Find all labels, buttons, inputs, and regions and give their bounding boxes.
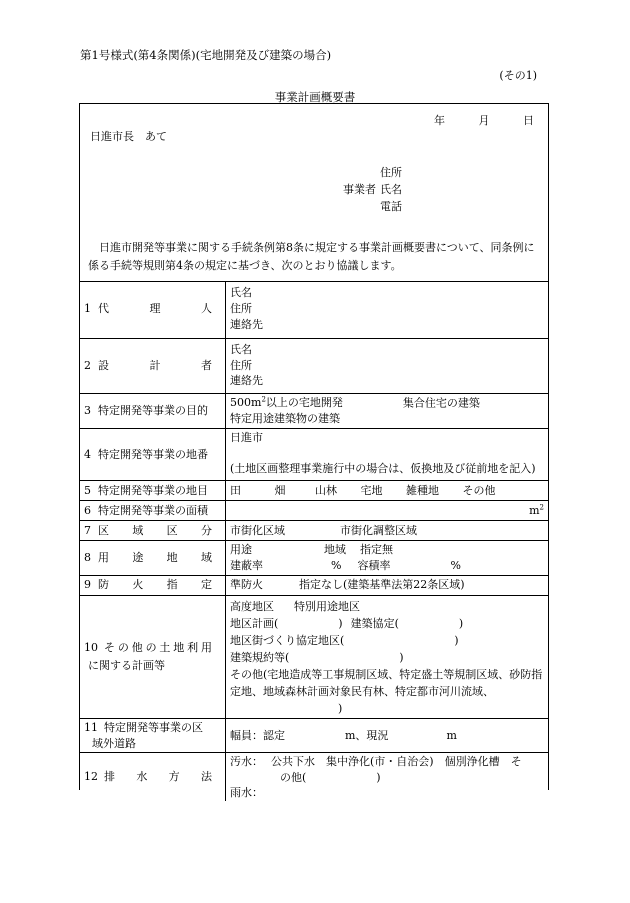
purpose-option-large-lot: $500m^2$以上の宅地開発	[230, 395, 343, 410]
coverage-percent: %	[331, 558, 342, 572]
row-number: 1	[84, 302, 91, 316]
far-percent: %	[450, 558, 461, 572]
row-lot-number	[80, 429, 548, 481]
applicant-block	[330, 165, 450, 216]
declaration-text: 日進市開発等事業に関する手続条例第8条に規定する事業計画概要書について、同条例に係る手続等規則第4条の規定に基づき、次のとおり協議します。	[88, 241, 535, 272]
row-number: 2	[84, 358, 91, 372]
row-number: 7	[84, 523, 91, 537]
district-plan-label: 地区計画(	[230, 616, 279, 630]
row-purpose	[80, 393, 548, 429]
row-other-plans: 10 その他の土地利用 に関する計画等 高度地区 特別用途地区 地区計画( ) 建築協定( ) 地区街づくり協定地区( ) 建築規約等( ) その他(宅地造成等工事規制区域、特定盛土等規制区域、砂防指定地、地域森林計画対象民有林、特定都市河川流域、 )	[80, 595, 548, 718]
row-label: 特定開発等事業の区	[104, 721, 203, 735]
lot-city: 日進市	[230, 431, 263, 445]
date-year: 年	[434, 114, 445, 127]
building-rules-label: 建築規約等(	[230, 651, 290, 665]
addressee: 日進市長 あて	[90, 130, 167, 143]
zone-option-control: 市街化調整区域	[340, 523, 417, 537]
row-number: 12	[84, 770, 98, 784]
items-table	[80, 281, 548, 801]
row-number: 9	[84, 578, 91, 592]
row-label: 特定開発等事業の地番	[98, 447, 208, 461]
row-fire	[80, 575, 548, 595]
land-option-forest: 山林	[315, 483, 337, 497]
sewage-other-label: の他(	[280, 770, 307, 784]
agent-name-label: 氏名	[230, 286, 252, 300]
land-option-residential: 宅地	[360, 483, 383, 497]
row-area	[80, 501, 548, 521]
row-zone	[80, 521, 548, 541]
date-line	[406, 113, 534, 129]
land-option-field: 畑	[274, 483, 286, 497]
coverage-label: 建蔽率	[230, 558, 263, 572]
special-use-district-label: 特別用途地区	[294, 599, 360, 613]
district-label: 地域	[324, 543, 346, 557]
land-option-misc: 雑種地	[406, 483, 439, 497]
row-label: 特定開発等事業の面積	[98, 503, 208, 517]
zone-option-urbanization: 市街化区域	[230, 523, 285, 537]
applicant-address-label: 住所	[380, 166, 402, 179]
road-width-current: m、現況	[345, 728, 389, 742]
no-designation-label: 指定無	[360, 543, 393, 557]
applicant-phone-label: 電話	[380, 200, 402, 213]
row-label: 特定開発等事業の目的	[98, 403, 208, 417]
row-label: 特定開発等事業の地目	[98, 483, 208, 497]
form-number: 第1号様式(第4条関係)(宅地開発及び建築の場合)	[80, 48, 332, 62]
agent-address-label: 住所	[230, 302, 252, 316]
other-regulation-text: その他(宅地造成等工事規制区域、特定盛土等規制区域、砂防指定地、地域森林計画対象民有林、特定都市河川流域、	[230, 668, 543, 699]
row-use-district	[80, 541, 548, 576]
row-number: 4	[84, 447, 91, 461]
sheet-number: (その1)	[499, 69, 537, 82]
designer-name-label: 氏名	[230, 342, 252, 356]
date-month: 月	[478, 114, 490, 127]
row-label: 設計者	[98, 358, 212, 372]
land-option-rice-field: 田	[230, 483, 241, 497]
lot-note: (土地区画整理事業施行中の場合は、仮換地及び従前地を記入)	[230, 461, 536, 475]
fire-option-quasi: 準防火	[230, 578, 263, 592]
row-label: 用途地域	[98, 551, 212, 564]
row-label-cont: 域外道路	[92, 736, 136, 750]
row-number: 5	[84, 483, 91, 497]
applicant-role: 事業者	[343, 183, 376, 196]
row-label: 防火指定	[98, 578, 212, 592]
row-number: 10	[84, 641, 98, 655]
designer-address-label: 住所	[230, 358, 252, 372]
purpose-option-apartment: 集合住宅の建築	[402, 396, 480, 410]
row-label: 代理人	[98, 302, 212, 316]
row-designer	[80, 338, 548, 393]
row-road	[80, 719, 548, 753]
far-label: 容積率	[357, 558, 391, 572]
document-title: 事業計画概要書	[274, 90, 356, 104]
row-label: 排水方法	[104, 770, 212, 784]
row-number: 3	[84, 403, 91, 417]
designer-contact-label: 連絡先	[230, 374, 263, 388]
road-width-unit: m	[446, 728, 457, 742]
use-label: 用途	[230, 543, 252, 557]
community-agreement-label: 地区街づくり協定地区(	[230, 634, 345, 647]
sewage-options: 公共下水 集中浄化(市・自治会) 個別浄化槽 そ	[271, 755, 522, 769]
date-day: 日	[523, 114, 534, 127]
form-frame	[79, 103, 549, 800]
area-unit: $m^2$	[529, 503, 544, 517]
sewage-label: 汚水：	[230, 755, 263, 769]
fire-option-none: 指定なし(建築基準法第22条区域)	[299, 578, 465, 592]
purpose-option-special-use: 特定用途建築物の建築	[230, 412, 340, 426]
rainwater-label: 雨水：	[230, 786, 263, 800]
agent-contact-label: 連絡先	[230, 318, 263, 332]
row-label-cont: に関する計画等	[88, 659, 165, 673]
row-agent	[80, 281, 548, 338]
height-district-label: 高度地区	[230, 599, 274, 613]
row-drainage: 12 排水方法 汚水： 公共下水 集中浄化(市・自治会) 個別浄化槽 そ の他( ) 雨水：	[80, 753, 548, 802]
row-number: 8	[84, 551, 91, 564]
building-agreement-label: 建築協定(	[350, 616, 399, 630]
road-width-certified: 幅員：認定	[230, 728, 285, 742]
land-option-other: その他	[462, 483, 496, 497]
row-label: 区域区分	[98, 523, 212, 537]
row-land-category	[80, 481, 548, 501]
row-number: 11	[84, 721, 98, 735]
row-number: 6	[84, 503, 91, 517]
row-label: その他の土地利用	[104, 641, 212, 655]
applicant-name-label: 氏名	[380, 183, 402, 196]
header-block	[80, 104, 548, 282]
